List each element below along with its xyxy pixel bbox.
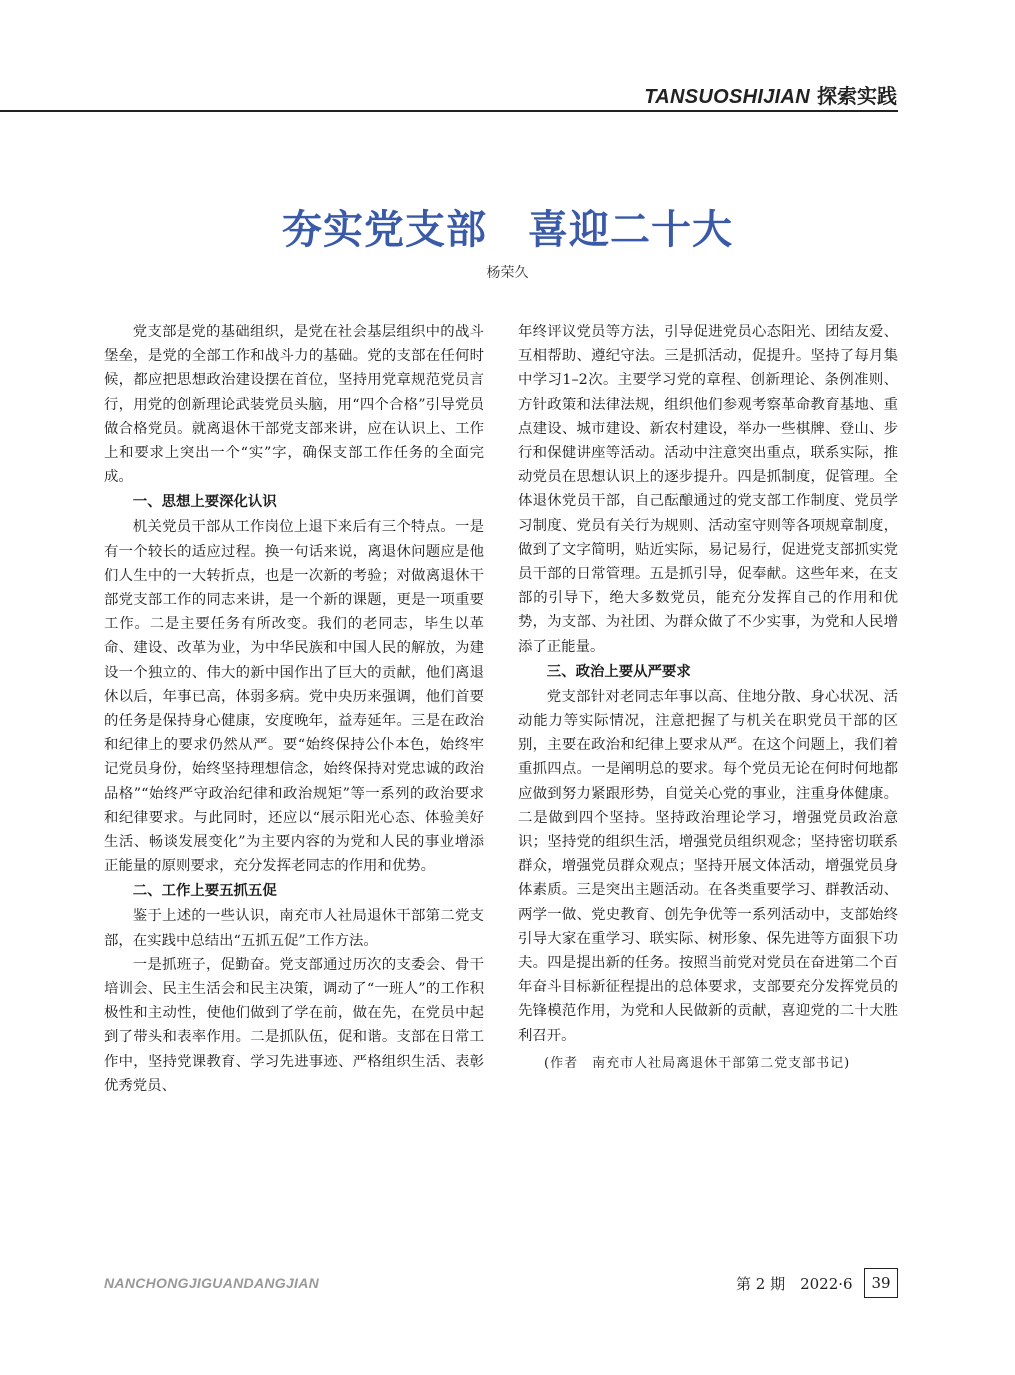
- section-heading-2: 二、工作上要五抓五促: [132, 883, 277, 900]
- author-signature: (作者 南充市人社局离退休干部第二党支部书记): [544, 1055, 851, 1071]
- issue-info: 第 2 期 2022·6: [736, 1275, 853, 1293]
- article-author: 杨荣久: [486, 265, 529, 281]
- column-name: 探索实践: [817, 84, 897, 108]
- left-column: [104, 320, 484, 1098]
- right-column: [518, 320, 898, 1076]
- section-heading-3: 三、政治上要从严要求: [546, 663, 691, 680]
- header-rule: [0, 110, 898, 112]
- paragraph: 鉴于上述的一些认识，南充市人社局退休干部第二党支部，在实践中总结出“五抓五促”工作方法。: [104, 908, 484, 949]
- paragraph: 机关党员干部从工作岗位上退下来后有三个特点。一是有一个较长的适应过程。换一句话来说，离退休问题应是他们人生中的一大转折点，也是一次新的考验；对做离退休干部党支部工作的同志来讲，是一个新的课题，更是一项重要工作。二是主要任务有所改变。我们的老同志，毕生以革命、建设、改革为业，为中华民族和中国人民的解放，为建设一个独立的、伟大的新中国作出了巨大的贡献，他们离退休以后，年事已高，体弱多病。党中央历来强调，他们首要的任务是保持身心健康，安度晚年，益寿延年。三是在政治和纪律上的要求仍然从严。要“始终保持公仆本色，始终牢记党员身份，始终坚持理想信念，始终保持对党忠诚的政治品格”“始终严守政治纪律和政治规矩”等一系列的政治要求和纪律要求。与此同时，还应以“展示阳光心态、体验美好生活、畅谈发展变化”为主要内容的为党和人民的事业增添正能量的原则要求，充分发挥老同志的作用和优势。: [104, 519, 484, 875]
- section-heading-1: 一、思想上要深化认识: [132, 494, 277, 511]
- intro-paragraph: 党支部是党的基础组织，是党在社会基层组织中的战斗堡垒，是党的全部工作和战斗力的基础。党的支部在任何时候，都应把思想政治建设摆在首位，坚持用党章规范党员言行，用党的创新理论武装党员头脑，用“四个合格”引导党员做合格党员。就离退休干部党支部来讲，应在认识上、工作上和要求上突出一个“实”字，确保支部工作任务的全面完成。: [104, 324, 484, 486]
- paragraph: 一是抓班子，促勤奋。党支部通过历次的支委会、骨干培训会、民主生活会和民主决策，调动了“一班人”的工作积极性和主动性，使他们做到了学在前，做在先，在党员中起到了带头和表率作用。二是抓队伍，促和谐。支部在日常工作中，坚持党课教育、学习先进事迹、严格组织生活、表彰优秀党员、: [104, 956, 484, 1094]
- paragraph-continued: 年终评议党员等方法，引导促进党员心态阳光、团结友爱、互相帮助、遵纪守法。三是抓活动，促提升。坚持了每月集中学习1–2次。主要学习党的章程、创新理论、条例准则、方针政策和法律法规，组织他们参观考察革命教育基地、重点建设、城市建设、新农村建设，举办一些棋牌、登山、步行和保健讲座等活动。活动中注意突出重点，联系实际，推动党员在思想认识上的逐步提升。四是抓制度，促管理。全体退休党员干部，自己酝酿通过的党支部工作制度、党员学习制度、党员有关行为规则、活动室守则等各项规章制度，做到了文字简明，贴近实际，易记易行，促进党支部抓实党员干部的日常管理。五是抓引导，促奉献。这些年来，在支部的引导下，绝大多数党员，能充分发挥自己的作用和优势，为支部、为社团、为群众做了不少实事，为党和人民增添了正能量。: [518, 324, 898, 655]
- paragraph: 党支部针对老同志年事以高、住地分散、身心状况、活动能力等实际情况，注意把握了与机关在职党员干部的区别，主要在政治和纪律上要求从严。在这个问题上，我们着重抓四点。一是阐明总的要求。每个党员无论在何时何地都应做到努力紧跟形势，自觉关心党的事业，注重身体健康。二是做到四个坚持。坚持政治理论学习，增强党员政治意识；坚持党的组织生活，增强党员组织观念；坚持密切联系群众，增强党员群众观点；坚持开展文体活动，增强党员身体素质。三是突出主题活动。在各类重要学习、群教活动、两学一做、党史教育、创先争优等一系列活动中，支部始终引导大家在重学习、联实际、树形象、保先进等方面狠下功夫。四是提出新的任务。按照当前党对党员在奋进第二个百年奋斗目标新征程提出的总体要求，支部要充分发挥党员的先锋模范作用，为党和人民做新的贡献，喜迎党的二十大胜利召开。: [518, 688, 898, 1044]
- magazine-latin-name: TANSUOSHIJIAN: [644, 86, 811, 108]
- article-title: 夯实党支部 喜迎二十大: [282, 206, 733, 253]
- header-brand: [644, 80, 897, 109]
- page-number: 39: [864, 1268, 898, 1298]
- journal-latin-name: NANCHONGJIGUANDANGJIAN: [104, 1275, 320, 1291]
